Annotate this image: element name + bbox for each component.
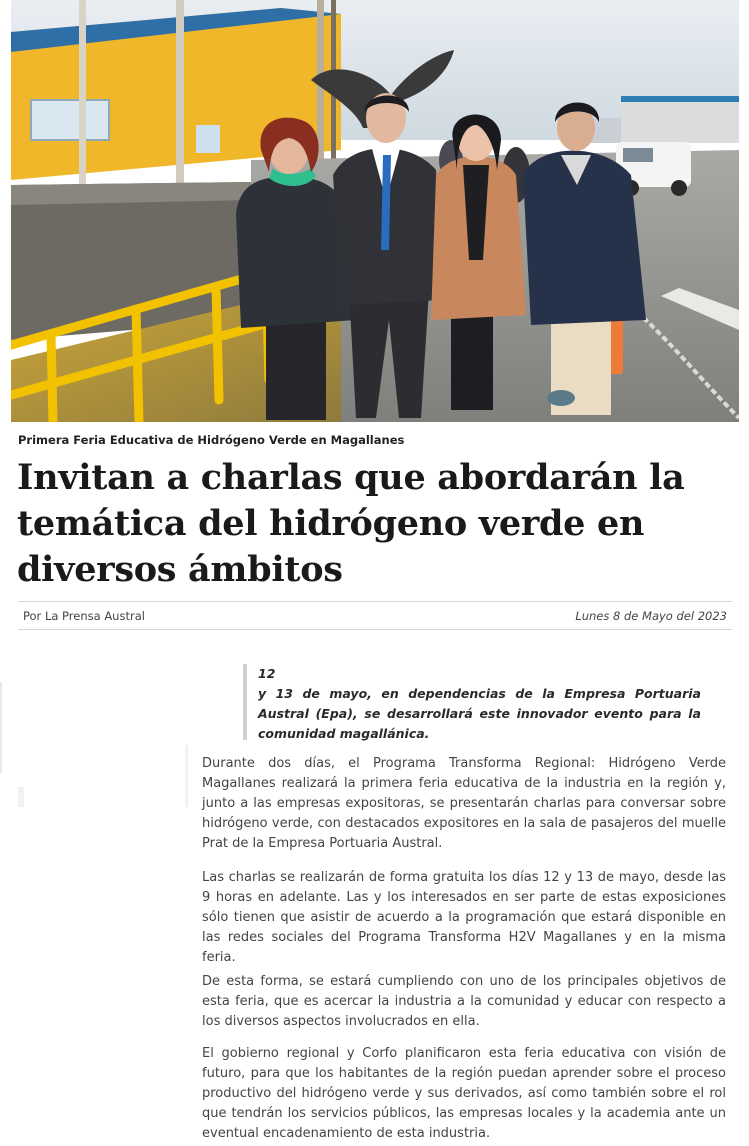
article-date: Lunes 8 de Mayo del 2023 [575, 609, 727, 623]
article-paragraph: El gobierno regional y Corfo planificaron esta feria educativa con visión de futuro, para que los habitantes de la región puedan aprender sobre el proceso productivo del hidrógeno verde y sus derivados, así como también sobre el rol que tendrán los servicios públicos, las empresas locales y la academia ante un eventual encadenamiento de esta industria. [202, 1046, 726, 1141]
article-kicker: Primera Feria Educativa de Hidrógeno Verde en Magallanes [18, 433, 405, 447]
article-paragraph: Durante dos días, el Programa Transforma Regional: Hidrógeno Verde Magallanes realizará la primera feria educativa de la industria en la región y, junto a las empresas expositoras, se presentarán charlas para conversar sobre hidrógeno verde, con destacados expositores en la sala de pasajeros del muelle Prat de la Empresa Portuaria Austral. [202, 756, 726, 851]
pull-quote-text: y 13 de mayo, en dependencias de la Empresa Portuaria Austral (Epa), se desarrollará este innovador evento para la comunidad magallánica. [258, 686, 701, 741]
pull-quote [243, 664, 701, 740]
byline-bar [18, 601, 732, 630]
hero-photo-illustration [11, 0, 739, 422]
left-edge-divider [0, 682, 2, 773]
article-headline: Invitan a charlas que abordarán la temática del hidrógeno verde en diversos ámbitos [17, 457, 685, 590]
article-paragraph: De esta forma, se estará cumpliendo con uno de los principales objetivos de esta feria, que es acercar la industria a la comunidad y educar con respecto a los diversos aspectos involucrados en ella. [202, 974, 726, 1029]
sidebar-placeholder [18, 745, 188, 807]
distant-building [621, 98, 739, 143]
article-byline: Por La Prensa Austral [23, 609, 145, 623]
hero-photo [11, 0, 739, 422]
pull-quote-date: 12 [258, 666, 276, 681]
article-paragraph: Las charlas se realizarán de forma gratuita los días 12 y 13 de mayo, desde las 9 horas en adelante. Las y los interesados en ser parte de estas exposiciones sólo tienen que asistir de acuerdo a la programación que estará disponible en las redes sociales del Programa Transforma H2V Magallanes y en la misma feria. [202, 870, 726, 965]
